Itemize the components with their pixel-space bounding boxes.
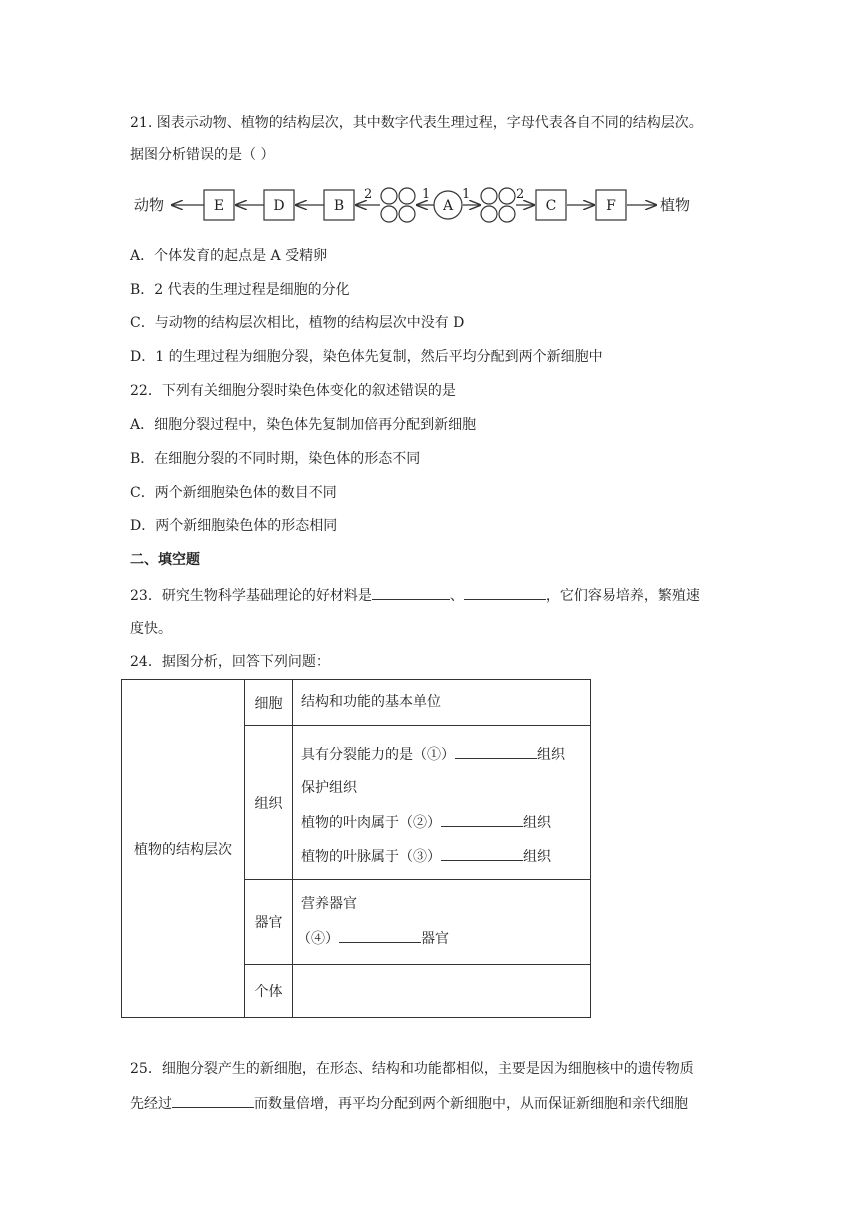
table-root-label: 植物的结构层次 — [134, 841, 232, 858]
tissue-1-suffix: 组织 — [537, 747, 565, 763]
row-cell-label — [245, 680, 293, 726]
blank-4[interactable] — [339, 928, 421, 943]
structure-level-diagram — [130, 180, 710, 230]
row-organ-desc — [293, 880, 591, 965]
box-F-label: F — [606, 198, 616, 214]
q22-option-b: B．在细胞分裂的不同时期，染色体的形态不同 — [130, 451, 421, 467]
q22-option-c: C．两个新细胞染色体的数目不同 — [130, 485, 337, 501]
q23-separator: 、 — [449, 588, 464, 604]
tissue-4-text: 植物的叶脉属于（③） — [301, 849, 441, 865]
blank-2[interactable] — [441, 812, 523, 827]
process-2-left: 2 — [364, 187, 373, 202]
q21-option-b: B．2 代表的生理过程是细胞的分化 — [130, 282, 350, 298]
q22-option-d: D．两个新细胞染色体的形态相同 — [130, 518, 338, 534]
row-individual-label — [245, 965, 293, 1018]
process-1-right: 1 — [462, 187, 471, 202]
section-heading: 二、填空题 — [130, 552, 200, 568]
blank-1[interactable] — [455, 744, 537, 759]
q21-option-c: C．与动物的结构层次相比，植物的结构层次中没有 D — [130, 315, 465, 331]
q24-stem: 24．据图分析，回答下列问题： — [130, 654, 330, 670]
tissue-3-suffix: 组织 — [523, 815, 551, 831]
organ-level-label: 器官 — [254, 915, 283, 931]
tissue-line-4 — [301, 846, 551, 867]
q21-stem-line2: 据图分析错误的是（ ） — [130, 147, 275, 163]
row-tissue-label — [245, 726, 293, 880]
cell-A-label: A — [442, 198, 454, 214]
q23-blank-1[interactable] — [372, 585, 450, 600]
q23-line2: 度快。 — [130, 621, 172, 637]
box-C-label: C — [545, 198, 557, 214]
row-organ-label — [245, 880, 293, 965]
organ-2-text: （④） — [297, 931, 339, 947]
process-1-left: 1 — [422, 187, 431, 202]
q21-option-d: D．1 的生理过程为细胞分裂，染色体先复制，然后平均分配到两个新细胞中 — [130, 349, 603, 365]
individual-level-label: 个体 — [254, 984, 283, 1000]
plant-structure-table — [121, 679, 591, 1018]
diagram-right-label: 植物 — [660, 196, 691, 214]
row-tissue-desc — [293, 726, 591, 880]
blank-3[interactable] — [441, 846, 523, 861]
cell-level-label: 细胞 — [254, 695, 283, 712]
tissue-4-suffix: 组织 — [523, 849, 551, 865]
q25-blank[interactable] — [172, 1093, 254, 1108]
box-B-label: B — [333, 198, 345, 214]
q23-blank-2[interactable] — [464, 585, 546, 600]
q21-stem-line1: 21. 图表示动物、植物的结构层次，其中数字代表生理过程，字母代表各自不同的结构层次。 — [130, 115, 703, 131]
organ-line-2 — [297, 928, 449, 949]
tissue-line-1 — [301, 744, 565, 765]
table-root-cell — [122, 680, 245, 1018]
tissue-3-text: 植物的叶肉属于（②） — [301, 815, 441, 831]
q22-option-a: A．细胞分裂过程中，染色体先复制加倍再分配到新细胞 — [130, 417, 477, 433]
cell-level-desc: 结构和功能的基本单位 — [301, 694, 441, 710]
tissue-1-text: 具有分裂能力的是（①） — [301, 747, 455, 763]
tissue-line-3 — [301, 812, 551, 833]
organ-line-1: 营养器官 — [301, 896, 357, 912]
box-D-label: D — [273, 198, 285, 214]
q25-text-post: 而数量倍增，再平均分配到两个新细胞中，从而保证新细胞和亲代细胞 — [254, 1096, 688, 1112]
organ-2-suffix: 器官 — [421, 931, 449, 947]
diagram-left-label: 动物 — [134, 196, 165, 214]
q25-text-pre: 先经过 — [130, 1096, 172, 1112]
row-individual-desc — [293, 965, 591, 1018]
q25-line1: 25．细胞分裂产生的新细胞，在形态、结构和功能都相似，主要是因为细胞核中的遗传物质 — [130, 1061, 694, 1077]
q23-text-part2: ，它们容易培养，繁殖速 — [545, 588, 700, 604]
box-E-label: E — [213, 198, 225, 214]
q22-stem: 22．下列有关细胞分裂时染色体变化的叙述错误的是 — [130, 383, 456, 399]
q25-line2 — [130, 1093, 688, 1114]
q23-text-part1: 23．研究生物科学基础理论的好材料是 — [130, 588, 372, 604]
process-2-right: 2 — [516, 187, 525, 202]
row-cell-desc — [293, 680, 591, 726]
q23-line1 — [130, 585, 700, 606]
q21-option-a: A．个体发育的起点是 A 受精卵 — [130, 248, 328, 264]
tissue-line-2: 保护组织 — [301, 780, 357, 796]
tissue-level-label: 组织 — [254, 795, 283, 812]
